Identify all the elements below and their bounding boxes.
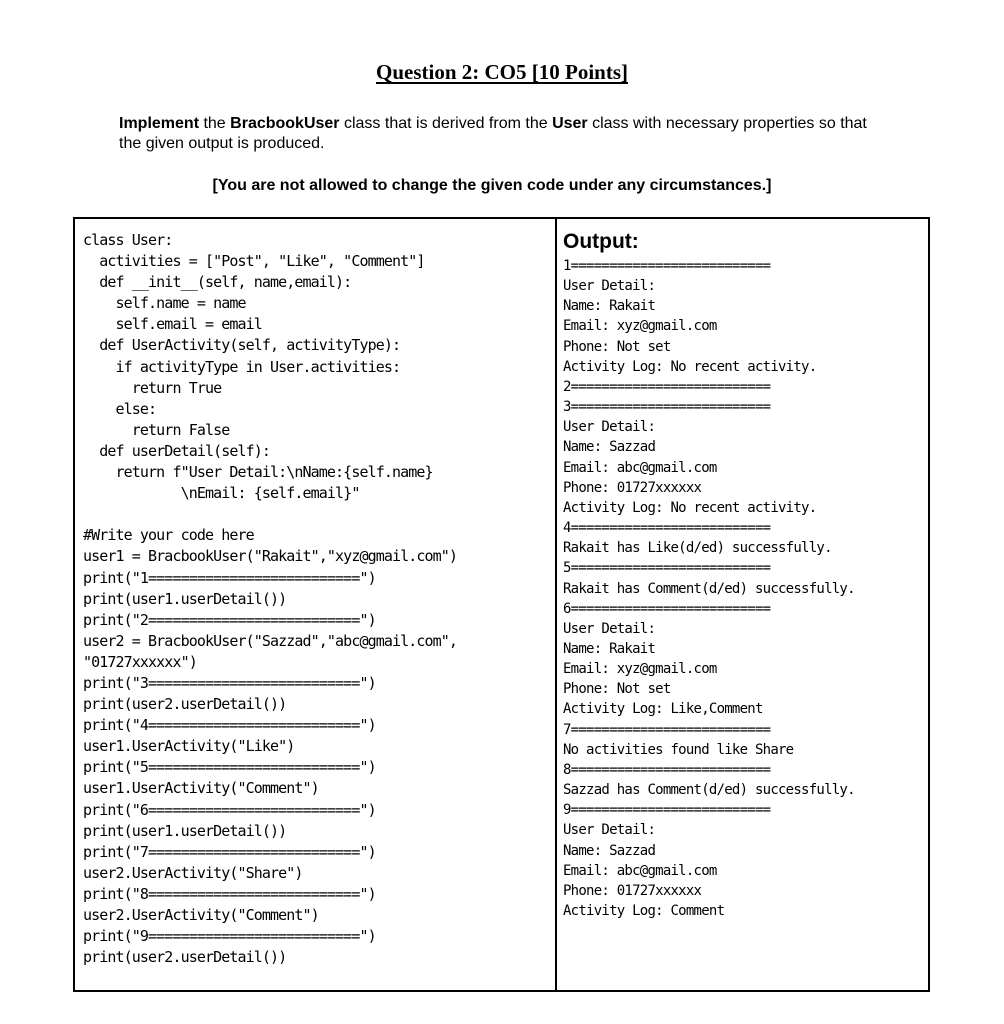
column-divider (555, 219, 557, 990)
output-block: 1========================== User Detail: Name: Rakait Email: xyz@gmail.com Phone: Not set Activity Log: No recent activity. 2========================== 3========================== User Detail: Name: Sazzad Email: abc@gmail.com Phone: 01727xxxxxx Activity Log: No recent activity. 4========================== Rakait has Like(d/ed) successfully. 5========================== Rakait has Comment(d/ed) successfully. 6========================== User Detail: Name: Rakait Email: xyz@gmail.com Phone: Not set Activity Log: Like,Comment 7========================== No activities found like Share 8========================== Sazzad has Comment(d/ed) successfully. 9========================== User Detail: Name: Sazzad Email: abc@gmail.com Phone: 01727xxxxxx Activity Log: Comment (563, 258, 855, 919)
question-title-text: Question 2: CO5 [10 Points] (376, 60, 628, 84)
instruction-text-2: class that is derived from the (339, 115, 553, 132)
output-panel (563, 230, 928, 921)
instruction-verb: Implement (119, 115, 200, 132)
instruction-paragraph (119, 114, 879, 154)
instruction-base-class: User (552, 115, 588, 132)
code-panel (83, 230, 553, 968)
output-heading: Output: (563, 230, 639, 253)
question-title (0, 60, 1004, 85)
instruction-text-1: the (199, 115, 231, 132)
code-output-table (73, 217, 930, 992)
instruction-class-name: BracbookUser (230, 115, 340, 132)
code-block: class User: activities = ["Post", "Like", "Comment"] def __init__(self, name,email): self.name = name self.email = email def UserActivity(self, activityType): if activityType in User.activities: return True else: return False def userDetail(self): return f"User Detail:\nName:{self.name} \nEmail: {self.email}" #Write your code here user1 = BracbookUser("Rakait","xyz@gmail.com") print("1==========================") print(user1.userDetail()) print("2==========================") user2 = BracbookUser("Sazzad","abc@gmail.com", "01727xxxxxx") print("3==========================") print(user2.userDetail()) print("4==========================") user1.UserActivity("Like") print("5==========================") user1.UserActivity("Comment") print("6==========================") print(user1.userDetail()) print("7==========================") user2.UserActivity("Share") print("8==========================") user2.UserActivity("Comment") print("9==========================") print(user2.userDetail()) (83, 231, 458, 967)
restriction-note: [You are not allowed to change the given code under any circumstances.] (212, 177, 772, 194)
instruction-text-3: class with necessary properties so that the given output is produced. (119, 115, 867, 152)
